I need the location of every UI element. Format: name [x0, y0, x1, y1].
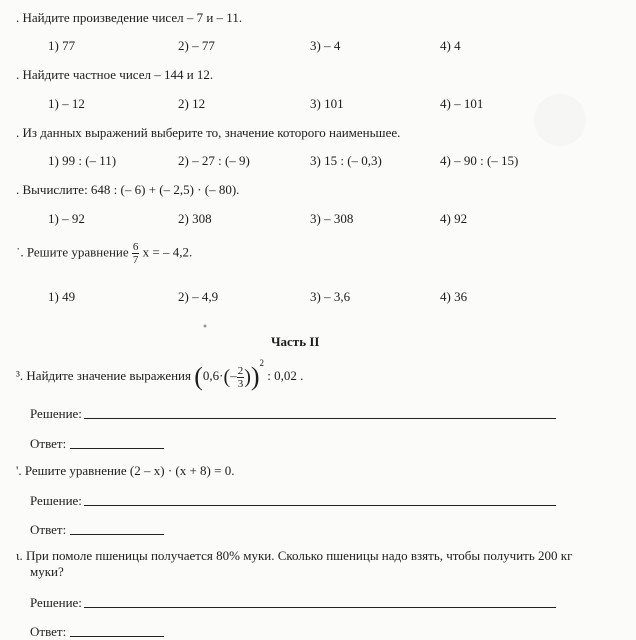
q6-answer-label: Ответ: — [30, 436, 67, 451]
q6-solution-line[interactable] — [84, 418, 556, 419]
question-6 — [16, 358, 304, 391]
fraction-numerator: 6 — [132, 241, 139, 253]
q3-option-2: 2) – 27 : (– 9) — [178, 153, 250, 168]
part-title: Часть II — [271, 334, 320, 349]
question-8 — [16, 548, 572, 564]
question-7-text: Решите уравнение (2 – x) · (x + 8) = 0. — [24, 463, 235, 478]
q4-option-2: 2) 308 — [178, 211, 212, 226]
question-2-number: . — [16, 67, 20, 82]
question-6-text: Найдите значение выражения — [26, 367, 191, 383]
q4-option-4: 4) 92 — [440, 211, 468, 226]
question-4 — [16, 182, 239, 198]
question-1-text: Найдите произведение чисел – 7 и – 11. — [22, 10, 243, 25]
question-5 — [16, 241, 192, 266]
question-8-text-line-1: При помоле пшеницы получается 80% муки. Сколько пшеницы надо взять, чтобы получить 200 кг — [26, 548, 573, 563]
q5-option-3: 3) – 3,6 — [310, 289, 351, 304]
q5-option-2: 2) – 4,9 — [178, 289, 219, 304]
fraction-denominator: 7 — [132, 254, 139, 266]
q5-option-1: 1) 49 — [48, 289, 76, 304]
paren-close: ) — [250, 362, 260, 391]
fraction-6-7 — [132, 241, 140, 266]
q8-answer-label: Ответ: — [30, 624, 67, 639]
question-2 — [16, 67, 213, 83]
question-8-text-line-2: муки? — [30, 564, 64, 579]
question-3 — [16, 125, 400, 141]
q6-answer-line[interactable] — [70, 448, 164, 449]
q2-option-3: 3) 101 — [310, 96, 344, 111]
q8-answer-line[interactable] — [70, 636, 164, 637]
question-2-text: Найдите частное чисел – 144 и 12. — [22, 67, 214, 82]
paren-close-inner: ) — [244, 366, 251, 388]
q1-option-1: 1) 77 — [48, 38, 76, 53]
paren-open: ( — [194, 362, 203, 391]
question-3-number: . — [16, 125, 20, 140]
expr-tail: : 0,02 . — [267, 367, 304, 383]
q5-option-4: 4) 36 — [440, 289, 468, 304]
q7-solution-line[interactable] — [84, 505, 556, 506]
question-5-text: Решите уравнение — [26, 244, 129, 260]
q1-option-4: 4) 4 — [440, 38, 461, 53]
question-1 — [16, 10, 242, 26]
scan-smudge — [534, 94, 586, 146]
q3-option-3: 3) 15 : (– 0,3) — [310, 153, 382, 168]
q3-option-1: 1) 99 : (– 11) — [48, 153, 117, 168]
q2-option-2: 2) 12 — [178, 96, 206, 111]
q2-option-1: 1) – 12 — [48, 96, 85, 111]
expr-minus: – — [230, 367, 237, 383]
q6-solution-label: Решение: — [30, 406, 82, 421]
q2-option-4: 4) – 101 — [440, 96, 484, 111]
question-4-number: . — [16, 182, 20, 197]
q7-answer-label: Ответ: — [30, 522, 67, 537]
q8-solution-label: Решение: — [30, 595, 82, 610]
question-8-number: ι. — [16, 548, 23, 563]
question-7 — [16, 463, 234, 479]
exponent: 2 — [259, 358, 265, 368]
fraction-numerator: 2 — [237, 364, 244, 377]
expr-part-a: 0,6· — [202, 367, 224, 383]
q1-option-3: 3) – 4 — [310, 38, 341, 53]
scan-speck — [204, 325, 207, 328]
question-4-text: Вычислите: 648 : (– 6) + (– 2,5) · (– 80). — [22, 182, 240, 197]
q3-option-4: 4) – 90 : (– 15) — [440, 153, 519, 168]
question-5-number: ˙. — [16, 244, 24, 260]
question-7-number: '. — [16, 463, 22, 478]
q4-option-1: 1) – 92 — [48, 211, 85, 226]
fraction-denominator: 3 — [237, 377, 244, 390]
q8-solution-line[interactable] — [84, 607, 556, 608]
q7-answer-line[interactable] — [70, 534, 164, 535]
q4-option-3: 3) – 308 — [310, 211, 354, 226]
q1-option-2: 2) – 77 — [178, 38, 215, 53]
q7-solution-label: Решение: — [30, 493, 82, 508]
question-5-equation: x = – 4,2. — [142, 244, 193, 260]
paren-open-inner: ( — [223, 366, 231, 388]
question-1-number: . — [16, 10, 20, 25]
question-3-text: Из данных выражений выберите то, значение которого наименьшее. — [22, 125, 401, 140]
question-6-number: ³. — [16, 367, 24, 383]
